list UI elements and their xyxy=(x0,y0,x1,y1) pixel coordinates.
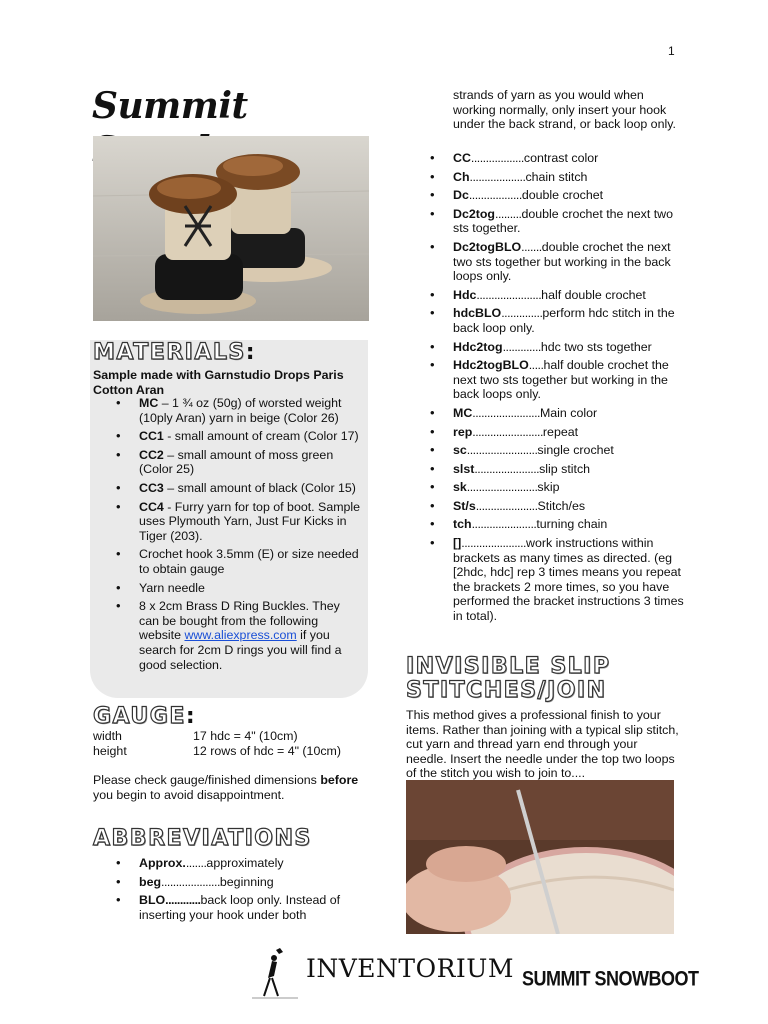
list-item: • CC..................contrast color xyxy=(453,151,685,166)
list-item: • MC.......................Main color xyxy=(453,406,685,421)
list-item: • St/s.....................Stitch/es xyxy=(453,499,685,514)
aliexpress-link[interactable]: www.aliexpress.com xyxy=(184,628,297,643)
list-item: • Hdc2togBLO.....half double crochet the next two sts together but working in the back loops only. xyxy=(453,358,685,402)
list-item: • Hdc......................half double crochet xyxy=(453,288,685,303)
footer-title: SUMMIT SNOWBOOT xyxy=(522,966,699,991)
list-item: • beg....................beginning xyxy=(139,875,361,890)
materials-heading: MATERIALS: xyxy=(93,340,257,365)
list-item: • []......................work instructions within brackets as many times as directed. (eg [2hdc, hdc] rep 3 times means you repeat the brackets 2 more times, so you have performed the bracket instructions 3 times in total). xyxy=(453,536,685,624)
gauge-row: width 17 hdc = 4" (10cm) xyxy=(93,729,298,743)
page-number: 1 xyxy=(668,44,675,58)
invisible-join-text: This method gives a professional finish to your items. Rather than joining with a typical slip stitch, cut yarn and thread yarn end through your needle. Insert the needle under the top two loops of the stitch you wish to join to.... xyxy=(406,708,679,781)
gauge-table xyxy=(93,729,363,758)
list-item: • Ch...................chain stitch xyxy=(453,170,685,185)
list-item: • BLO............back loop only. Instead of inserting your hook under both xyxy=(139,893,361,922)
list-item: • CC1 - small amount of cream (Color 17) xyxy=(139,429,361,444)
footer-brand: INVENTORIUM xyxy=(306,954,514,983)
materials-subheading: Sample made with Garnstudio Drops Paris Cotton Aran xyxy=(93,368,344,397)
gauge-note: Please check gauge/finished dimensions before you begin to avoid disappointment. xyxy=(93,773,359,802)
list-item: • Approx........approximately xyxy=(139,856,361,871)
abbreviations-heading: ABBREVIATIONS xyxy=(93,826,312,851)
list-item: • hdcBLO..............perform hdc stitch in the back loop only. xyxy=(453,306,685,335)
pattern-title: Summit xyxy=(92,85,248,127)
list-item: • Dc..................double crochet xyxy=(453,188,685,203)
list-item: • slst......................slip stitch xyxy=(453,462,685,477)
gauge-heading: GAUGE: xyxy=(93,704,197,729)
boots-photo xyxy=(93,136,369,321)
needle-photo xyxy=(406,780,674,934)
gauge-row: height 12 rows of hdc = 4" (10cm) xyxy=(93,743,341,758)
list-item: • tch......................turning chain xyxy=(453,517,685,532)
list-item: • CC4 - Furry yarn for top of boot. Sample uses Plymouth Yarn, Just Fur Kicks in Tiger (203). xyxy=(139,500,361,544)
materials-list xyxy=(139,396,361,676)
list-item: • MC – 1 ¾ oz (50g) of worsted weight (10ply Aran) yarn in beige (Color 26) xyxy=(139,396,361,425)
abbreviations-list xyxy=(139,856,361,926)
inventorium-logo xyxy=(250,944,300,1000)
list-item: • Hdc2tog.............hdc two sts together xyxy=(453,340,685,355)
list-item: • Crochet hook 3.5mm (E) or size needed to obtain gauge xyxy=(139,547,361,576)
abbreviation-continuation: strands of yarn as you would when working normally, only insert your hook under the back strand, or back loop only. xyxy=(453,88,676,132)
list-item: • rep........................repeat xyxy=(453,425,685,440)
list-item: • Dc2togBLO.......double crochet the next two sts together but working in the back loops only. xyxy=(453,240,685,284)
list-item: • CC2 – small amount of moss green (Color 25) xyxy=(139,448,361,477)
list-item: • Yarn needle xyxy=(139,581,361,596)
list-item: • sk........................skip xyxy=(453,480,685,495)
list-item: • sc........................single crochet xyxy=(453,443,685,458)
list-item: • Dc2tog.........double crochet the next two sts together. xyxy=(453,207,685,236)
abbreviations-list-continued xyxy=(453,151,685,628)
list-item: • 8 x 2cm Brass D Ring Buckles. They can be bought from the following website www.aliexpress.com if you search for 2cm D rings you will find a good selection. xyxy=(139,599,361,672)
list-item: • CC3 – small amount of black (Color 15) xyxy=(139,481,361,496)
invisible-join-heading: INVISIBLE SLIP STITCHES/JOIN xyxy=(406,654,611,703)
